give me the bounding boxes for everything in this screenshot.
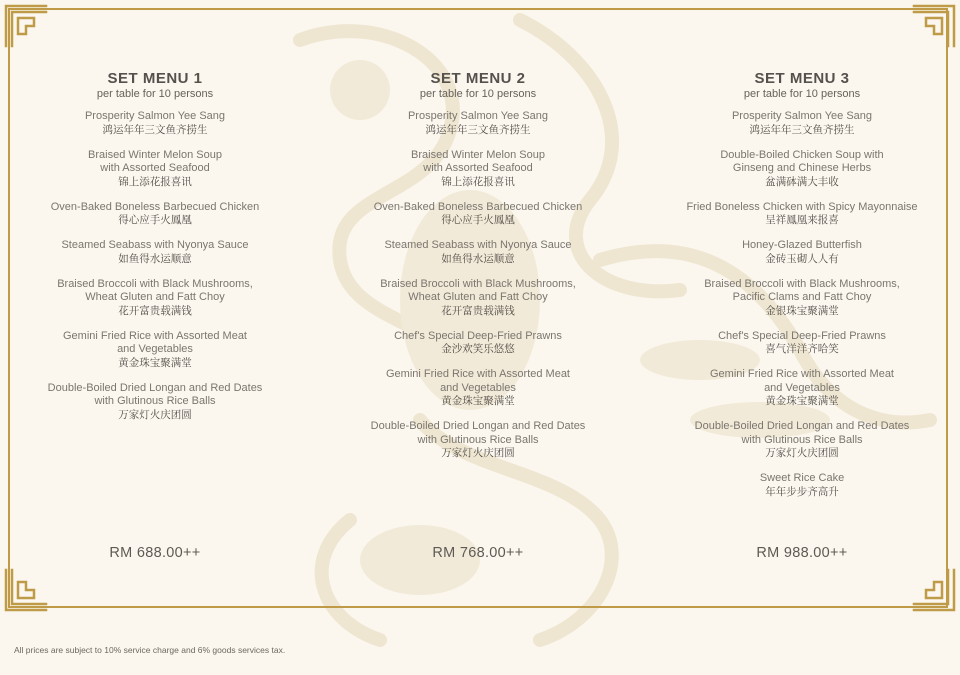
dish-name-chinese: 鸿运年年三文鱼齐捞生 xyxy=(749,123,855,136)
dish-name-english: Gemini Fried Rice with Assorted Meat xyxy=(385,368,570,380)
dish-name-chinese: 如鱼得水运顺意 xyxy=(118,252,192,265)
dish-name-chinese: 万家灯火庆团圆 xyxy=(765,447,839,459)
set-menu-3-column xyxy=(667,70,937,511)
menu-dish xyxy=(667,368,937,408)
dish-list xyxy=(20,110,290,422)
dish-name-chinese: 黄金珠宝聚满堂 xyxy=(441,395,515,407)
dish-name-english: Prosperity Salmon Yee Sang xyxy=(731,110,873,122)
dish-name-english: and Vegetables xyxy=(440,381,516,394)
dish-name-english: Prosperity Salmon Yee Sang xyxy=(407,110,549,122)
menu-dish xyxy=(667,149,937,189)
menu-subtitle: per table for 10 persons xyxy=(96,88,214,100)
dish-name-english: Pacific Clams and Fatt Choy xyxy=(732,291,872,303)
dish-name-english: Steamed Seabass with Nyonya Sauce xyxy=(384,239,572,251)
dish-name-chinese: 呈祥鳳凰来报喜 xyxy=(765,214,839,226)
dish-name-chinese: 如鱼得水运顺意 xyxy=(441,252,515,265)
menu-dish xyxy=(667,472,937,499)
dish-name-english: Sweet Rice Cake xyxy=(759,472,845,484)
dish-name-chinese: 盆满砵满大丰收 xyxy=(765,175,839,188)
dish-name-chinese: 金银珠宝聚满堂 xyxy=(765,304,839,317)
menu-dish xyxy=(667,278,937,318)
dish-name-english: Gemini Fried Rice with Assorted Meat xyxy=(709,368,894,380)
menu-dish xyxy=(343,330,613,357)
menu-dish xyxy=(20,110,290,137)
dish-name-english: and Vegetables xyxy=(764,381,840,394)
dish-name-english: Chef's Special Deep-Fried Prawns xyxy=(394,329,562,342)
menu-dish xyxy=(343,201,613,228)
dish-name-chinese: 锦上添花报喜讯 xyxy=(441,175,515,188)
dish-name-english: Double-Boiled Dried Longan and Red Dates xyxy=(47,381,263,394)
dish-name-english: Steamed Seabass with Nyonya Sauce xyxy=(61,239,249,251)
dish-name-english: Ginseng and Chinese Herbs xyxy=(732,162,872,174)
menu-title: SET MENU 2 xyxy=(430,70,526,87)
menu-dish xyxy=(20,149,290,189)
dish-name-english: Wheat Gluten and Fatt Choy xyxy=(408,291,548,303)
menu-dish xyxy=(20,278,290,318)
menu-dish xyxy=(667,110,937,137)
menu-dish xyxy=(20,382,290,422)
menu-dish xyxy=(343,149,613,189)
fret-corner-ornament-icon xyxy=(912,568,956,612)
set-menu-2-price: RM 768.00++ xyxy=(432,545,524,561)
menu-subtitle: per table for 10 persons xyxy=(419,88,537,100)
fret-corner-ornament-icon xyxy=(4,4,48,48)
dish-name-english: Chef's Special Deep-Fried Prawns xyxy=(718,329,886,342)
dish-name-chinese: 喜气洋洋齐哈笑 xyxy=(765,343,839,355)
dish-name-english: with Glutinous Rice Balls xyxy=(417,433,539,446)
menu-dish xyxy=(20,330,290,370)
dish-name-chinese: 金沙欢笑乐悠悠 xyxy=(441,343,515,355)
set-menu-1-price: RM 688.00++ xyxy=(109,545,201,561)
menu-title: SET MENU 3 xyxy=(754,70,850,87)
dish-name-chinese: 鸿运年年三文鱼齐捞生 xyxy=(425,123,531,136)
dish-name-chinese: 得心应手火鳳凰 xyxy=(441,214,515,226)
menu-dish xyxy=(343,420,613,460)
dish-name-english: Fried Boneless Chicken with Spicy Mayonnaise xyxy=(686,200,918,213)
dish-name-english: Honey-Glazed Butterfish xyxy=(742,239,862,251)
menu-dish xyxy=(667,239,937,266)
menu-dish xyxy=(343,368,613,408)
dish-name-english: with Assorted Seafood xyxy=(100,162,210,174)
menu-dish xyxy=(667,420,937,460)
dish-name-chinese: 锦上添花报喜讯 xyxy=(118,175,192,188)
dish-name-english: Braised Broccoli with Black Mushrooms, xyxy=(704,277,900,290)
dish-name-english: Oven-Baked Boneless Barbecued Chicken xyxy=(373,200,583,213)
dish-name-chinese: 花开富贵载满钱 xyxy=(441,304,515,317)
dish-name-chinese: 花开富贵载满钱 xyxy=(118,304,192,317)
dish-name-english: Braised Broccoli with Black Mushrooms, xyxy=(380,277,576,290)
menu-dish xyxy=(667,201,937,228)
dish-name-chinese: 万家灯火庆团圆 xyxy=(441,447,515,459)
dish-name-english: Oven-Baked Boneless Barbecued Chicken xyxy=(50,200,260,213)
dish-name-english: with Glutinous Rice Balls xyxy=(741,433,863,446)
dish-name-english: with Assorted Seafood xyxy=(423,162,533,174)
dish-name-english: and Vegetables xyxy=(117,343,193,355)
dish-name-chinese: 得心应手火鳳凰 xyxy=(118,214,192,226)
menu-dish xyxy=(343,278,613,318)
menu-dish xyxy=(20,201,290,228)
dish-name-english: Double-Boiled Dried Longan and Red Dates xyxy=(694,420,910,432)
menu-dish xyxy=(20,239,290,266)
dish-name-chinese: 金砖玉砌人人有 xyxy=(765,252,839,265)
dish-name-chinese: 万家灯火庆团圆 xyxy=(118,408,192,421)
fret-corner-ornament-icon xyxy=(4,568,48,612)
dish-name-english: Braised Winter Melon Soup xyxy=(411,148,545,161)
dish-name-chinese: 鸿运年年三文鱼齐捞生 xyxy=(102,123,208,136)
dish-name-english: Double-Boiled Chicken Soup with xyxy=(720,148,884,161)
dish-name-english: Gemini Fried Rice with Assorted Meat xyxy=(62,329,247,342)
dish-name-english: Prosperity Salmon Yee Sang xyxy=(84,110,226,122)
set-menu-3-price: RM 988.00++ xyxy=(756,545,848,561)
menu-dish xyxy=(343,110,613,137)
dish-list xyxy=(667,110,937,499)
menu-subtitle: per table for 10 persons xyxy=(743,88,861,100)
dish-name-english: Wheat Gluten and Fatt Choy xyxy=(85,291,225,303)
set-menu-1-column xyxy=(20,70,290,434)
dish-name-chinese: 黄金珠宝聚满堂 xyxy=(118,356,192,369)
menu-dish xyxy=(343,239,613,266)
dish-name-english: Braised Broccoli with Black Mushrooms, xyxy=(57,277,253,290)
menu-title: SET MENU 1 xyxy=(107,70,203,87)
dish-name-english: Double-Boiled Dried Longan and Red Dates xyxy=(370,420,586,432)
price-footnote: All prices are subject to 10% service charge and 6% goods services tax. xyxy=(14,645,286,655)
dish-name-chinese: 黄金珠宝聚满堂 xyxy=(765,395,839,407)
dish-name-chinese: 年年步步齐高升 xyxy=(765,485,839,498)
dish-list xyxy=(343,110,613,460)
fret-corner-ornament-icon xyxy=(912,4,956,48)
menu-dish xyxy=(667,330,937,357)
dish-name-english: with Glutinous Rice Balls xyxy=(94,395,216,407)
dish-name-english: Braised Winter Melon Soup xyxy=(88,148,222,161)
set-menu-2-column xyxy=(343,70,613,472)
